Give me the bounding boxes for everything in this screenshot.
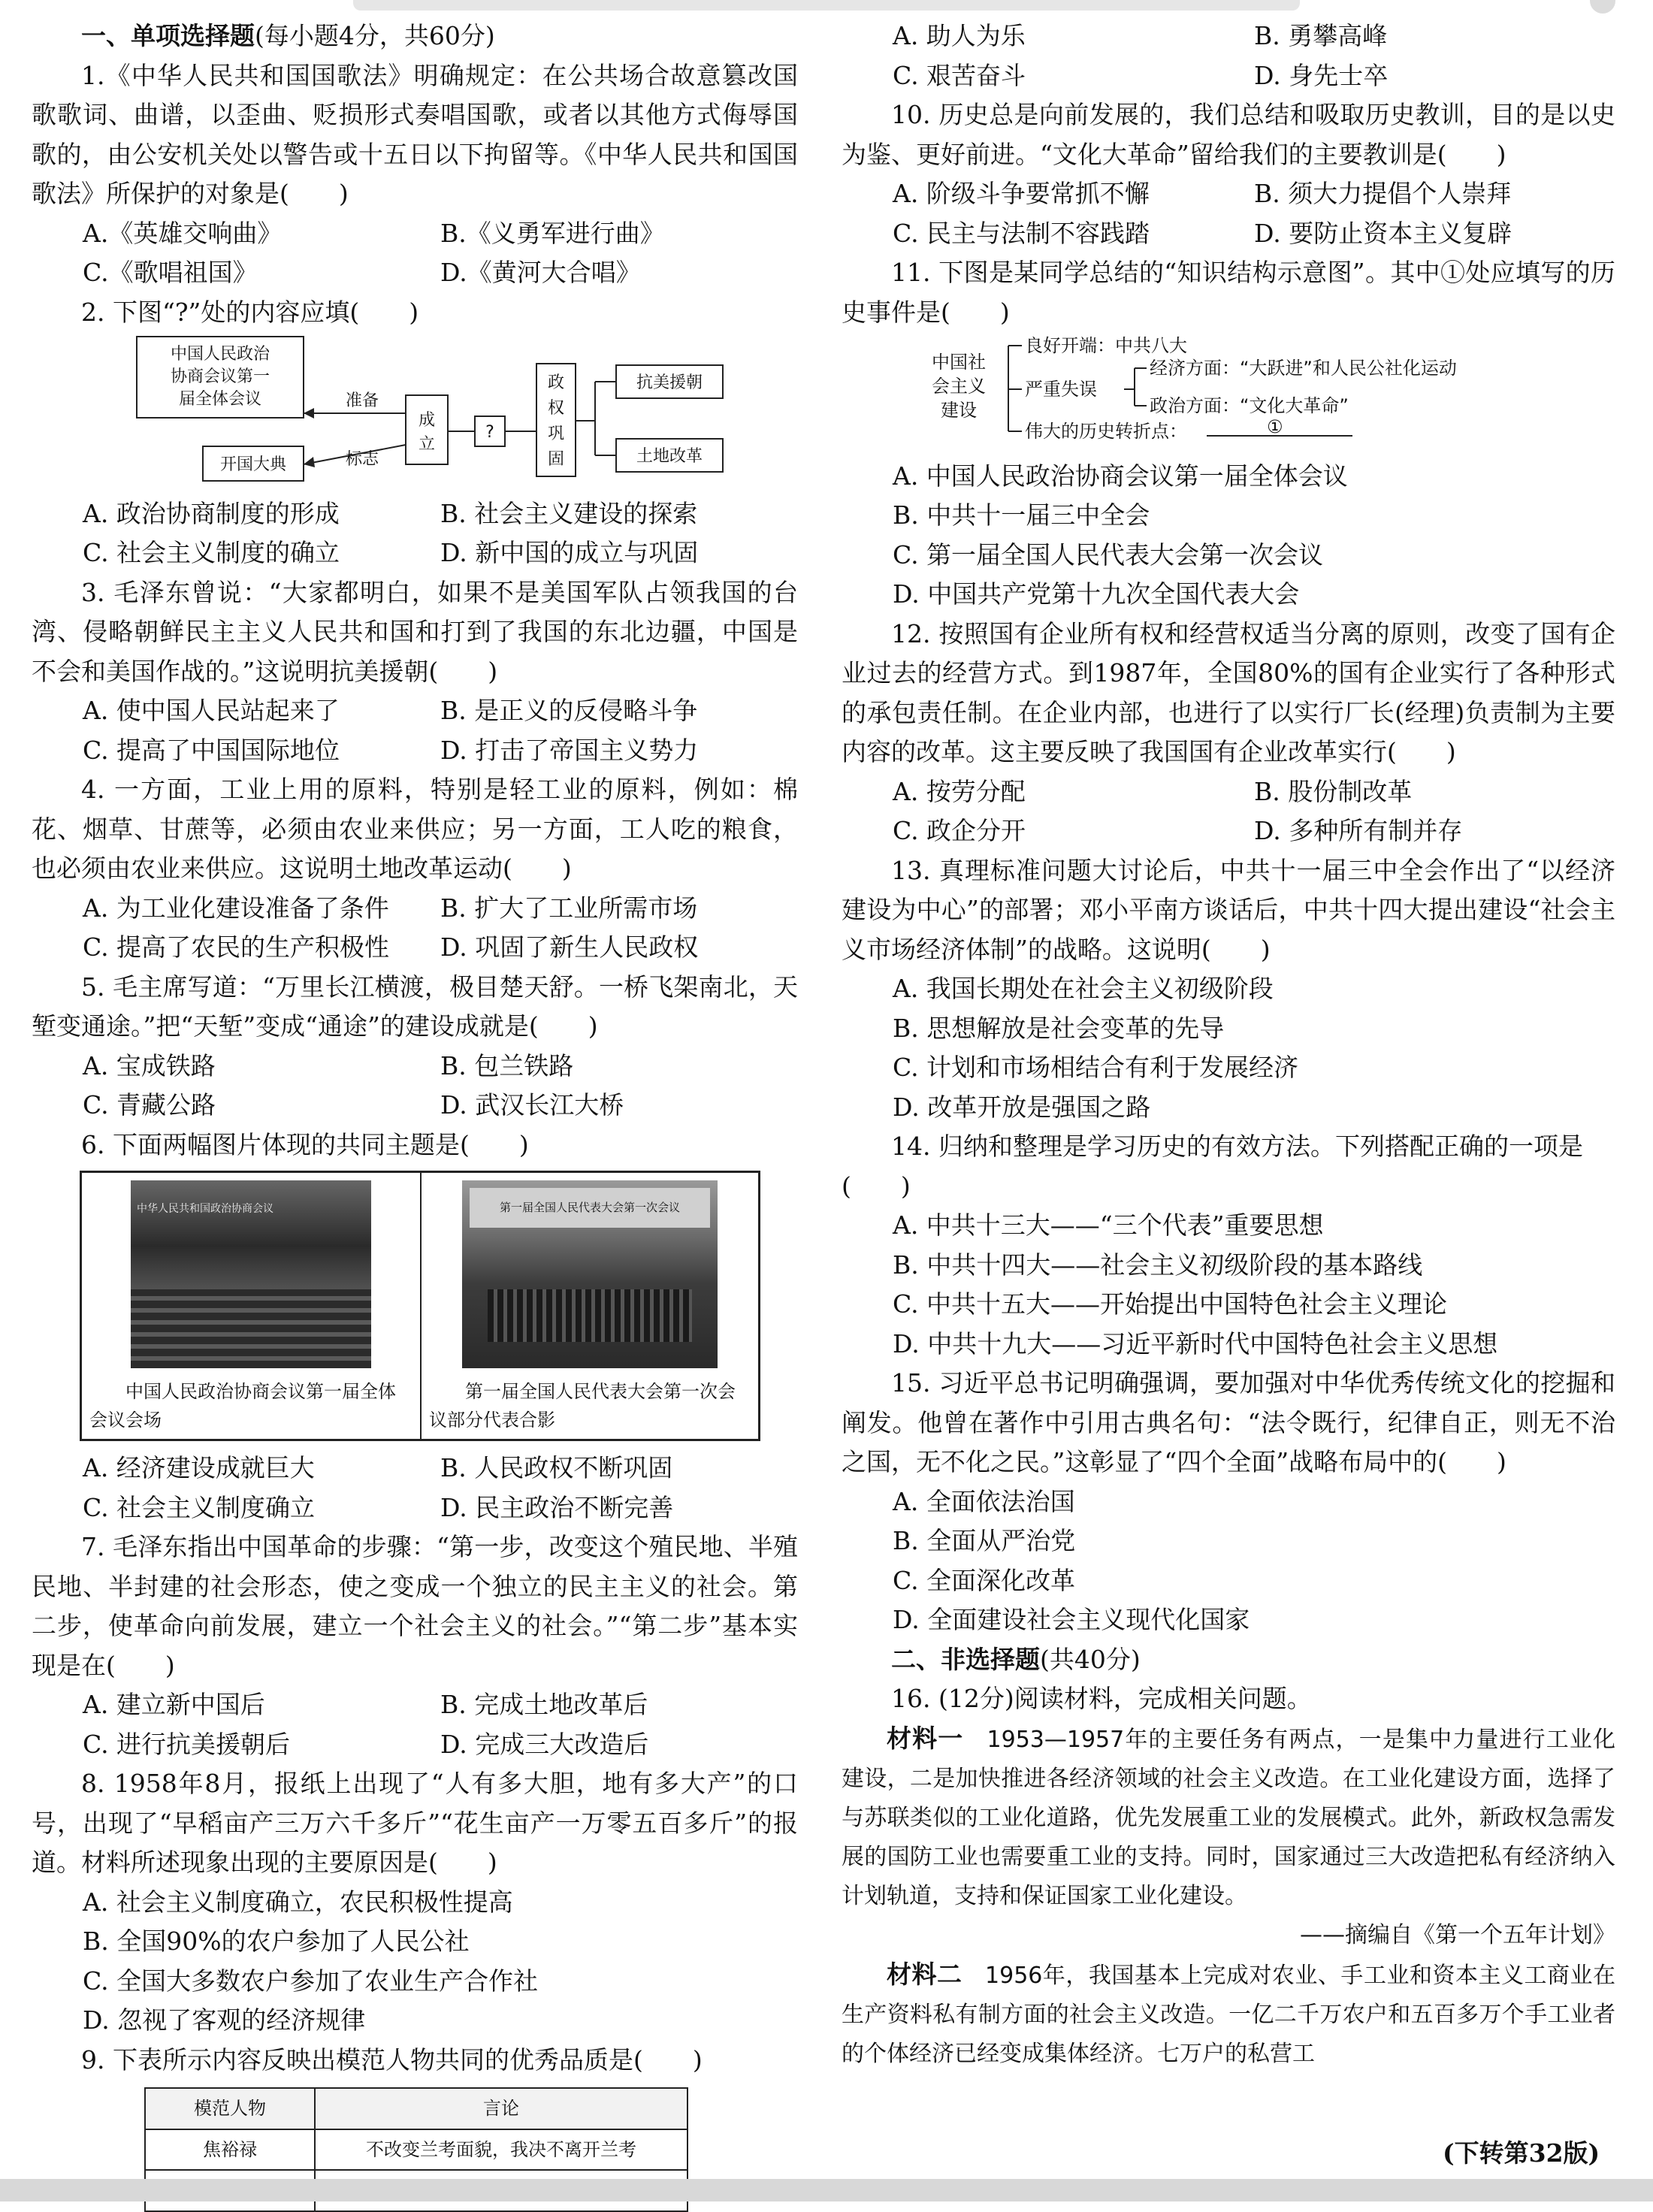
q9-option-c[interactable]: C. 艰苦奋斗 <box>893 60 1026 90</box>
q15-option-a[interactable]: A. 全面依法治国 <box>893 1486 1075 1516</box>
q11-branch-3: 伟大的历史转折点： <box>1025 421 1187 442</box>
q4-option-d[interactable]: D. 巩固了新生人民政权 <box>440 932 699 962</box>
q2-chengli-1: 成 <box>418 411 436 430</box>
q2-box1-line3: 届全体会议 <box>178 390 262 409</box>
section2-note: (共40分) <box>1040 1644 1141 1674</box>
section2-heading <box>842 1640 1615 1680</box>
q10-option-c[interactable]: C. 民主与法制不容践踏 <box>893 218 1150 248</box>
q4-stem: 4. 一方面，工业上用的原料，特别是轻工业的原料，例如：棉花、烟草、甘蔗等，必须由农业来供应；另一方面，工人吃的粮食，也必须由农业来供应。这说明土地改革运动( ) <box>32 775 798 883</box>
q6-photo-npc <box>462 1180 718 1368</box>
q2-option-a[interactable]: A. 政治协商制度的形成 <box>83 498 340 528</box>
q9-header-person: 模范人物 <box>145 2088 315 2129</box>
q3-option-a[interactable]: A. 使中国人民站起来了 <box>83 696 340 725</box>
question-15 <box>842 1364 1615 1640</box>
q16-m1-text: 1953—1957年的主要任务有两点，一是集中力量进行工业化建设，二是加快推进各经济领域的社会主义改造。在工业化建设方面，选择了与苏联类似的工业化道路，优先发展重工业的发展模式。此外，新政权急需发展的国防工业也需要重工业的支持。同时，国家通过三大改造把私有经济纳入计划轨道，支持和保证国家工业化建设。 <box>842 1726 1616 1909</box>
q16-m2-text: 1956年，我国基本上完成对农业、手工业和资本主义工商业在生产资料私有制方面的社会主义改造。一亿二千万农户和五百多万个手工业者的个体经济已经变成集体经济。七万户的私营工 <box>842 1963 1615 2067</box>
question-4 <box>32 770 798 968</box>
q6-photo1-seats <box>131 1289 371 1368</box>
q6-photo-cell-1 <box>82 1173 420 1439</box>
q2-option-d[interactable]: D. 新中国的成立与巩固 <box>440 538 699 567</box>
q8-option-a[interactable]: A. 社会主义制度确立，农民积极性提高 <box>83 1887 513 1917</box>
q3-option-c[interactable]: C. 提高了中国国际地位 <box>83 735 340 765</box>
q2-box1-line2: 协商会议第一 <box>170 367 270 386</box>
right-column <box>842 17 1615 2074</box>
q10-option-d[interactable]: D. 要防止资本主义复辟 <box>1254 218 1512 248</box>
q2-stem: 2. 下图“?”处的内容应填( ) <box>81 297 419 327</box>
q12-option-d[interactable]: D. 多种所有制并存 <box>1254 816 1463 845</box>
question-8 <box>32 1764 798 2041</box>
q1-option-a[interactable]: A.《英雄交响曲》 <box>83 218 283 248</box>
q6-caption-2: 第一届全国人民代表大会第一次会议部分代表合影 <box>429 1381 736 1431</box>
q2-tdgg-text: 土地改革 <box>636 447 703 466</box>
q2-zq-3: 巩 <box>547 425 565 443</box>
q8-option-d[interactable]: D. 忽视了客观的经济规律 <box>83 2005 366 2035</box>
q6-caption-1: 中国人民政治协商会议第一届全体会议会场 <box>89 1381 396 1431</box>
q12-options <box>842 772 1615 851</box>
q6-photo1-banner: 中华人民共和国政治协商会议 <box>137 1203 273 1215</box>
q6-photo-cppcc <box>131 1180 371 1368</box>
q11-diagram <box>842 332 1593 445</box>
q2-zq-2: 权 <box>547 399 565 418</box>
q12-option-b[interactable]: B. 股份制改革 <box>1254 776 1413 806</box>
q2-box-chengli <box>406 395 448 464</box>
q5-option-c[interactable]: C. 青藏公路 <box>83 1090 216 1120</box>
q15-stem: 15. 习近平总书记明确强调，要加强对中华优秀传统文化的挖掘和阐发。他曾在著作中引用古典名句：“法令既行，纪律自正，则无不治之国，无不化之民。”这彰显了“四个全面”战略布局中的( ) <box>842 1368 1615 1476</box>
question-7 <box>32 1528 798 1764</box>
q2-question-mark: ? <box>485 423 494 442</box>
q9-row1-quote: 不改变兰考面貌，我决不离开兰考 <box>315 2129 687 2171</box>
question-10 <box>842 95 1615 253</box>
q9-option-a[interactable]: A. 助人为乐 <box>893 21 1026 50</box>
q11-option-b[interactable]: B. 中共十一届三中全会 <box>893 500 1150 530</box>
q5-option-b[interactable]: B. 包兰铁路 <box>440 1050 574 1080</box>
q3-options <box>32 691 798 770</box>
q14-option-c[interactable]: C. 中共十五大——开始提出中国特色社会主义理论 <box>893 1289 1448 1319</box>
q6-stem: 6. 下面两幅图片体现的共同主题是( ) <box>81 1129 529 1159</box>
q10-options <box>842 174 1615 253</box>
q16-material-2 <box>842 1955 1615 2074</box>
q11-branch-1: 良好开端：中共八大 <box>1025 335 1187 356</box>
q13-option-b[interactable]: B. 思想解放是社会变革的先导 <box>893 1013 1225 1043</box>
q15-option-d[interactable]: D. 全面建设社会主义现代化国家 <box>893 1605 1250 1634</box>
q2-zq-1: 政 <box>547 373 565 392</box>
q16-m2-label: 材料二 <box>887 1960 962 1989</box>
q16-m1-source: ——摘编自《第一个五年计划》 <box>1300 1921 1615 1948</box>
q15-option-b[interactable]: B. 全面从严治党 <box>893 1526 1076 1555</box>
q2-kmyc-text: 抗美援朝 <box>636 373 703 392</box>
q15-option-c[interactable]: C. 全面深化改革 <box>893 1565 1076 1595</box>
q1-stem: 1.《中华人民共和国国歌法》明确规定：在公共场合故意篡改国歌歌词、曲谱，以歪曲、贬损形式奏唱国歌，或者以其他方式侮辱国歌的，由公安机关处以警告或十五日以下拘留等。《中华人民共和国国歌法》所保护的对象是( ) <box>32 60 798 208</box>
section2-title: 二、非选择题 <box>891 1644 1040 1674</box>
q7-option-b[interactable]: B. 完成土地改革后 <box>440 1690 648 1719</box>
q12-option-a[interactable]: A. 按劳分配 <box>893 776 1026 806</box>
question-12 <box>842 615 1615 851</box>
q11-root-1: 中国社 <box>932 352 986 373</box>
q9-options <box>842 17 1615 95</box>
q5-option-d[interactable]: D. 武汉长江大桥 <box>440 1090 624 1120</box>
q13-stem: 13. 真理标准问题大讨论后，中共十一届三中全会作出了“以经济建设为中心”的部署；邓小平南方谈话后，中共十四大提出建设“社会主义市场经济体制”的战略。这说明( ) <box>842 855 1615 964</box>
q2-label-mark: 标志 <box>345 450 379 469</box>
q16-m1-label: 材料一 <box>887 1723 964 1753</box>
q8-option-b[interactable]: B. 全国90%的农户参加了人民公社 <box>83 1926 470 1956</box>
q1-option-b[interactable]: B.《义勇军进行曲》 <box>440 218 665 248</box>
q16-stem: 16. (12分)阅读材料，完成相关问题。 <box>891 1684 1312 1713</box>
q13-option-a[interactable]: A. 我国长期处在社会主义初级阶段 <box>893 974 1274 1003</box>
q6-option-c[interactable]: C. 社会主义制度确立 <box>83 1492 316 1522</box>
q11-stem: 11. 下图是某同学总结的“知识结构示意图”。其中①处应填写的历史事件是( ) <box>842 258 1615 327</box>
q2-option-c[interactable]: C. 社会主义制度的确立 <box>83 538 340 567</box>
q13-option-d[interactable]: D. 改革开放是强国之路 <box>893 1092 1151 1122</box>
q2-box1-line1: 中国人民政治 <box>170 345 270 364</box>
q6-photo-cell-2 <box>420 1173 758 1439</box>
q3-stem: 3. 毛泽东曾说：“大家都明白，如果不是美国军队占领我国的台湾、侵略朝鲜民主主义人民共和国和打到了我国的东北边疆，中国是不会和美国作战的。”这说明抗美援朝( ) <box>32 577 798 686</box>
q6-options <box>32 1449 798 1528</box>
q2-kaiguo-text: 开国大典 <box>219 455 287 474</box>
q14-stem: 14. 归纳和整理是学习历史的有效方法。下列搭配正确的一项是 <box>891 1132 1583 1161</box>
corner-dot <box>1590 0 1615 14</box>
question-5 <box>32 968 798 1126</box>
q11-option-c[interactable]: C. 第一届全国人民代表大会第一次会议 <box>893 539 1324 570</box>
q1-option-d[interactable]: D.《黄河大合唱》 <box>440 258 641 287</box>
q6-photo-table <box>80 1171 760 1441</box>
question-11 <box>842 253 1615 615</box>
continue-note: (下转第32版) <box>1443 2138 1600 2168</box>
question-14 <box>842 1127 1615 1364</box>
q1-option-c[interactable]: C.《歌唱祖国》 <box>83 258 258 287</box>
q3-option-d[interactable]: D. 打击了帝国主义势力 <box>440 735 699 765</box>
q7-option-a[interactable]: A. 建立新中国后 <box>83 1690 265 1719</box>
q7-options <box>32 1685 798 1764</box>
q9-row1-person: 焦裕禄 <box>145 2129 315 2171</box>
q2-options <box>32 494 798 573</box>
q1-options <box>32 214 798 293</box>
q14-stem-tail: ( ) <box>842 1171 911 1201</box>
q10-option-b[interactable]: B. 须大力提倡个人崇拜 <box>1254 179 1512 208</box>
top-edge-bar <box>353 0 1300 11</box>
q10-stem: 10. 历史总是向前发展的，我们总结和吸取历史教训，目的是以史为鉴、更好前进。“文化大革命”留给我们的主要教训是( ) <box>842 100 1615 169</box>
q11-branch-2a: 经济方面：“大跃进”和人民公社化运动 <box>1150 358 1457 379</box>
q11-option-d[interactable]: D. 中国共产党第十九次全国代表大会 <box>893 579 1300 609</box>
q6-photo2-crowd <box>488 1289 692 1342</box>
q7-option-d[interactable]: D. 完成三大改造后 <box>440 1729 649 1759</box>
q9-option-b[interactable]: B. 勇攀高峰 <box>1254 21 1388 50</box>
section1-title: 一、单项选择题 <box>81 21 255 50</box>
q4-option-b[interactable]: B. 扩大了工业所需市场 <box>440 893 698 923</box>
q14-option-a[interactable]: A. 中共十三大——“三个代表”重要思想 <box>893 1210 1324 1240</box>
section1-note: (每小题4分，共60分) <box>255 21 495 50</box>
q3-option-b[interactable]: B. 是正义的反侵略斗争 <box>440 696 698 725</box>
q2-label-prepare: 准备 <box>345 391 379 410</box>
left-column <box>32 17 798 2212</box>
q11-blank-mark: ① <box>1267 416 1283 437</box>
q6-option-b[interactable]: B. 人民政权不断巩固 <box>440 1453 673 1482</box>
section1-heading <box>32 17 798 56</box>
q9-option-d[interactable]: D. 身先士卒 <box>1254 60 1389 90</box>
question-16 <box>842 1679 1615 2074</box>
q11-root-2: 会主义 <box>932 376 986 397</box>
question-3 <box>32 573 798 771</box>
q12-stem: 12. 按照国有企业所有权和经营权适当分离的原则，改变了国有企业过去的经营方式。到1987年，全国80%的国有企业实行了各种形式的承包责任制。在企业内部，也进行了以实行厂长(经理)负责制为主要内容的改革。这主要反映了我国国有企业改革实行( ) <box>842 618 1615 766</box>
q5-option-a[interactable]: A. 宝成铁路 <box>83 1050 216 1080</box>
question-2 <box>32 293 798 573</box>
q4-option-c[interactable]: C. 提高了农民的生产积极性 <box>83 932 390 962</box>
q13-option-c[interactable]: C. 计划和市场相结合有利于发展经济 <box>893 1053 1299 1082</box>
q4-options <box>32 889 798 968</box>
q8-stem: 8. 1958年8月，报纸上出现了“人有多大胆，地有多大产”的口号，出现了“早稻亩产三万六千多斤”“花生亩产一万零五百多斤”的报道。材料所述现象出现的主要原因是( ) <box>32 1769 798 1877</box>
q8-option-c[interactable]: C. 全国大多数农户参加了农业生产合作社 <box>83 1966 539 1996</box>
question-1 <box>32 56 798 293</box>
q2-option-b[interactable]: B. 社会主义建设的探索 <box>440 498 698 528</box>
q14-option-b[interactable]: B. 中共十四大——社会主义初级阶段的基本路线 <box>893 1250 1423 1280</box>
q4-option-a[interactable]: A. 为工业化建设准备了条件 <box>83 893 389 923</box>
q11-root-3: 建设 <box>941 400 977 421</box>
q6-option-d[interactable]: D. 民主政治不断完善 <box>440 1492 674 1522</box>
q10-option-a[interactable]: A. 阶级斗争要常抓不懈 <box>893 179 1150 208</box>
q5-stem: 5. 毛主席写道：“万里长江横渡，极目楚天舒。一桥飞架南北，天堑变通途。”把“天堑”变成“通途”的建设成就是( ) <box>32 972 798 1041</box>
q9-header-quote: 言论 <box>315 2088 687 2129</box>
question-6 <box>32 1126 798 1528</box>
q12-option-c[interactable]: C. 政企分开 <box>893 816 1026 845</box>
bottom-edge-bar <box>0 2179 1653 2201</box>
q6-photo2-banner: 第一届全国人民代表大会第一次会议 <box>470 1188 710 1228</box>
q7-stem: 7. 毛泽东指出中国革命的步骤：“第一步，改变这个殖民地、半殖民地、半封建的社会形态，使之变成一个独立的民主主义的社会。第二步，使革命向前发展，建立一个社会主义的社会。”“第二步”基本实现是在( ) <box>32 1532 798 1680</box>
table-row <box>145 2129 687 2171</box>
q14-option-d[interactable]: D. 中共十九大——习近平新时代中国特色社会主义思想 <box>893 1328 1498 1358</box>
question-13 <box>842 851 1615 1128</box>
q11-option-a[interactable]: A. 中国人民政治协商会议第一届全体会议 <box>893 461 1348 491</box>
q5-options <box>32 1047 798 1126</box>
q2-zq-4: 固 <box>547 450 565 469</box>
q11-branch-2b: 政治方面：“文化大革命” <box>1150 395 1349 416</box>
q9-stem: 9. 下表所示内容反映出模范人物共同的优秀品质是( ) <box>81 2044 703 2075</box>
q2-diagram <box>32 332 783 482</box>
q11-branch-2: 严重失误 <box>1025 379 1097 400</box>
q6-option-a[interactable]: A. 经济建设成就巨大 <box>83 1453 315 1482</box>
q7-option-c[interactable]: C. 进行抗美援朝后 <box>83 1729 291 1759</box>
q16-material-1 <box>842 1719 1615 1916</box>
q2-chengli-2: 立 <box>418 435 436 454</box>
